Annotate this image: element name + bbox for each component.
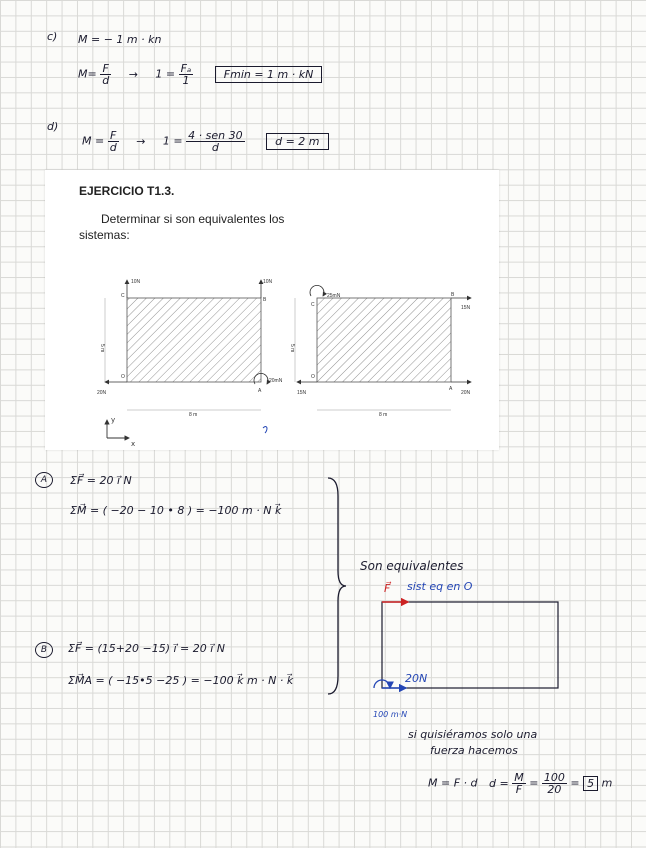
left-diagram [97,279,283,418]
blue-mark [263,427,267,434]
frac-num: 100 [543,771,565,784]
right-plate [317,298,451,382]
arrow-icon: → [128,67,138,81]
part-c-line1: M = − 1 m · kn [78,33,162,46]
exercise-diagrams [45,170,499,450]
label-corner-a: A [258,388,262,394]
label-width: 8 m [379,412,388,418]
result-unit: m [601,776,613,790]
label-right-force: 15N [461,305,471,311]
equivalent-force-label: F⃗ [384,582,391,595]
label-bottom-right-force: 20N [461,390,471,396]
fraction-m-f [512,772,526,795]
label-width: 8 m [189,412,198,418]
equivalent-system-sketch [362,590,592,700]
exercise-title: EJERCICIO T1.3. [79,184,175,198]
part-d-equation [82,130,329,153]
frac-num: M [514,771,524,784]
part-c-letter: c) [47,30,58,43]
formula-d: d = [489,776,509,790]
axis-x-label: x [131,440,136,448]
label-left-force: 15N [297,390,307,396]
exercise-statement: Determinar si son equivalentes los sistemas: [79,212,285,242]
equivalent-system-label: sist eq en O [407,580,473,593]
eq2-lhs: 1 = [155,67,176,81]
force-label-20n: 20N [405,672,428,685]
fraction-fa-1 [179,63,194,86]
fraction-f-d [108,130,119,153]
frac-num: F [100,63,111,75]
label-corner-o: O [121,374,125,380]
marker-letter: A [40,475,48,485]
result-box-c: Fmin = 1 m · kN [215,66,323,83]
label-corner-b: B [451,292,455,298]
label-left-force: 20N [97,390,107,396]
label-corner-o: O [311,374,315,380]
frac-den: d [211,141,219,154]
part-c-equation [78,63,322,86]
right-diagram [289,285,471,418]
frac-den: d [109,141,117,154]
eq2-lhs: 1 = [162,134,183,148]
left-plate [127,298,261,382]
formula-m-fd: M = F · d [428,776,478,790]
label-moment: 25mN [327,293,341,299]
moment-arc [310,285,324,296]
frac-den: 1 [182,74,190,87]
brace [322,476,352,696]
label-corner-a: A [449,386,453,392]
note-line-1: si quisiéramos solo una [408,728,538,741]
frac-den: d [102,74,110,87]
marker-letter: B [40,645,48,655]
frac-num: Fₐ [180,62,192,75]
equals-sign: = [570,776,580,790]
frac-num: F [108,130,119,142]
frac-num: 4 · sen 30 [188,129,243,142]
eq-lhs: M= [78,67,97,81]
fraction-sen [186,130,244,153]
frac-den: 20 [547,783,562,796]
part-d-letter: d) [47,120,59,133]
frac-den: F [515,783,523,796]
label-moment: 20mN [269,378,283,384]
label-corner-b: B [263,297,267,303]
equals-sign: = [529,776,539,790]
axis-y-label: y [111,416,116,424]
part-a-sum-forces: ΣF⃗ = 20 i⃗ N [70,474,132,487]
part-b-marker [35,642,53,658]
conclusion-text: Son equivalentes [360,559,464,573]
part-a-marker [35,472,53,488]
eq-lhs: M = [82,134,105,148]
result-box-d: d = 2 m [266,133,328,150]
label-height: 5 m [289,344,295,353]
label-top-right-force: 10N [263,279,273,285]
exercise-card [45,170,499,450]
fraction-100-20 [542,772,567,795]
arrow-icon: → [136,134,146,148]
part-b-sum-moments: ΣM⃗A = ( −15•5 −25 ) = −100 k⃗ m · N · k⃗ [68,674,294,687]
fraction-f-d [100,63,111,86]
label-top-left-force: 10N [131,279,141,285]
axes [107,416,267,448]
label-corner-c: C [121,293,125,299]
part-b-sum-forces: ΣF⃗ = (15+20 −15) i⃗ = 20 i⃗ N [68,642,226,655]
part-a-sum-moments: ΣM⃗ = ( −20 − 10 • 8 ) = −100 m · N k⃗ [70,504,282,517]
final-formula [428,772,612,795]
note-line-2: fuerza hacemos [430,744,518,757]
label-height: 5 m [99,344,105,353]
result-box-5: 5 [583,776,598,791]
label-corner-c: C [311,302,315,308]
moment-label-100: 100 m·N [373,710,408,719]
